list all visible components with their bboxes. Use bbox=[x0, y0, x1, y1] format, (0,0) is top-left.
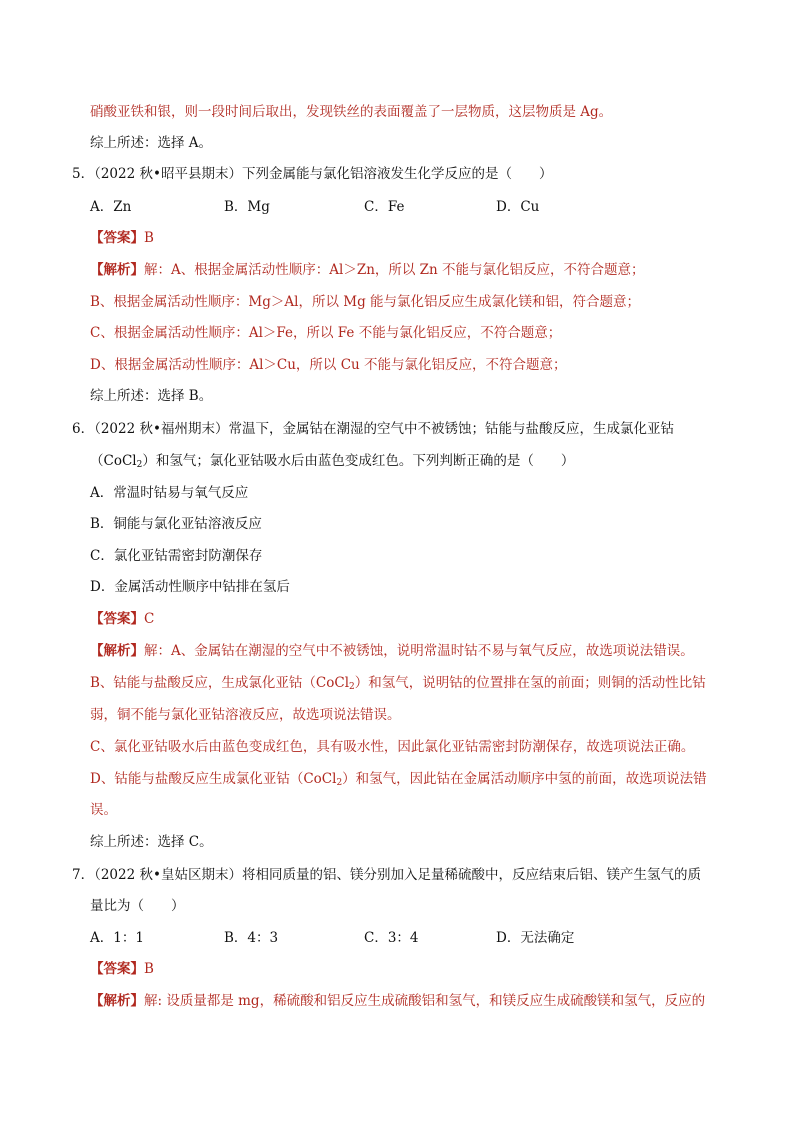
q5-option-b: B．Mg bbox=[224, 199, 270, 215]
q4-summary: 综上所述：选择 A。 bbox=[90, 135, 213, 151]
q6-option-a: A．常温时钴易与氧气反应 bbox=[90, 485, 249, 501]
analysis-text: 解: 设质量都是 mg，稀硫酸和铝反应生成硫酸铝和氢气，和镁反应生成硫酸镁和氢气，反应的 bbox=[144, 993, 706, 1009]
answer-value: B bbox=[144, 961, 154, 977]
q5-summary: 综上所述：选择 B。 bbox=[90, 388, 213, 404]
q7-stem-line-2: 量比为（ ） bbox=[90, 898, 185, 914]
answer-tag: 【答案】 bbox=[90, 611, 144, 627]
stem-text: ）和氢气；氯化亚钴吸水后由蓝色变成红色。下列判断正确的是（ ） bbox=[142, 453, 575, 469]
q7-option-b: B．4：3 bbox=[224, 930, 279, 946]
analysis-tag: 【解析】 bbox=[90, 993, 144, 1009]
q6-analysis-line-2 bbox=[90, 674, 706, 696]
q6-stem-line-2 bbox=[90, 452, 574, 474]
q6-analysis-line-1 bbox=[90, 642, 694, 660]
answer-value: B bbox=[144, 230, 154, 246]
analysis-tag: 【解析】 bbox=[90, 262, 144, 278]
analysis-text: 解：A、根据金属活动性顺序：Al＞Zn，所以 Zn 不能与氯化铝反应，不符合题意； bbox=[144, 262, 645, 278]
analysis-tag: 【解析】 bbox=[90, 643, 144, 659]
analysis-text: D、钴能与盐酸反应生成氯化亚钴（CoCl bbox=[90, 771, 337, 787]
q7-option-a: A．1：1 bbox=[90, 930, 144, 946]
q5-analysis-line-2: B、根据金属活动性顺序：Mg＞Al，所以 Mg 能与氯化铝反应生成氯化镁和铝，符合题意； bbox=[90, 294, 640, 310]
stem-text: （CoCl bbox=[90, 453, 137, 469]
q5-analysis-line-1 bbox=[90, 261, 645, 279]
q4-analysis-line: 硝酸亚铁和银，则一段时间后取出，发现铁丝的表面覆盖了一层物质，这层物质是 Ag。 bbox=[90, 104, 613, 120]
q5-option-a: A．Zn bbox=[90, 199, 132, 215]
q6-option-d: D．金属活动性顺序中钴排在氢后 bbox=[90, 579, 290, 595]
q7-option-c: C．3：4 bbox=[364, 930, 419, 946]
q6-analysis-line-3: 弱，铜不能与氯化亚钴溶液反应，故选项说法错误。 bbox=[90, 707, 401, 723]
q6-analysis-line-4: C、氯化亚钴吸水后由蓝色变成红色，具有吸水性，因此氯化亚钴需密封防潮保存，故选项说法正确。 bbox=[90, 739, 695, 755]
q6-stem-line-1: 6．（2022 秋•福州期末）常温下，金属钴在潮湿的空气中不被锈蚀；钴能与盐酸反应，生成氯化亚钴 bbox=[72, 421, 674, 437]
analysis-text: 解：A、金属钴在潮湿的空气中不被锈蚀，说明常温时钴不易与氧气反应，故选项说法错误。 bbox=[144, 643, 694, 659]
analysis-text: ）和氢气，说明钴的位置排在氢的前面；则铜的活动性比钴 bbox=[354, 675, 706, 691]
subscript: 2 bbox=[136, 460, 143, 470]
answer-tag: 【答案】 bbox=[90, 961, 144, 977]
answer-tag: 【答案】 bbox=[90, 230, 144, 246]
q5-option-d: D．Cu bbox=[496, 199, 540, 215]
q6-option-c: C．氯化亚钴需密封防潮保存 bbox=[90, 548, 263, 564]
q7-option-d: D．无法确定 bbox=[496, 930, 575, 946]
q6-summary: 综上所述：选择 C。 bbox=[90, 834, 213, 850]
analysis-text: ）和氢气，因此钴在金属活动顺序中氢的前面，故选项说法错 bbox=[342, 771, 707, 787]
q6-analysis-line-6: 误。 bbox=[90, 802, 117, 818]
q6-answer bbox=[90, 610, 154, 628]
q7-answer bbox=[90, 960, 154, 978]
answer-value: C bbox=[144, 611, 155, 627]
q5-analysis-line-3: C、根据金属活动性顺序：Al＞Fe，所以 Fe 不能与氯化铝反应，不符合题意； bbox=[90, 325, 562, 341]
q5-option-c: C．Fe bbox=[364, 199, 405, 215]
subscript: 2 bbox=[336, 778, 343, 788]
q7-analysis-line-1 bbox=[90, 992, 705, 1010]
analysis-text: B、钴能与盐酸反应，生成氯化亚钴（CoCl bbox=[90, 675, 350, 691]
q5-answer bbox=[90, 229, 154, 247]
q7-stem-line-1: 7．（2022 秋•皇姑区期末）将相同质量的铝、镁分别加入足量稀硫酸中，反应结束后铝、镁产生氢气的质 bbox=[72, 867, 701, 883]
q6-option-b: B．铜能与氯化亚钴溶液反应 bbox=[90, 516, 262, 532]
q6-analysis-line-5 bbox=[90, 770, 707, 792]
subscript: 2 bbox=[349, 682, 355, 692]
q5-analysis-line-4: D、根据金属活动性顺序：Al＞Cu，所以 Cu 不能与氯化铝反应，不符合题意； bbox=[90, 357, 567, 373]
q5-stem: 5．（2022 秋•昭平县期末）下列金属能与氯化铝溶液发生化学反应的是（ ） bbox=[72, 166, 553, 182]
